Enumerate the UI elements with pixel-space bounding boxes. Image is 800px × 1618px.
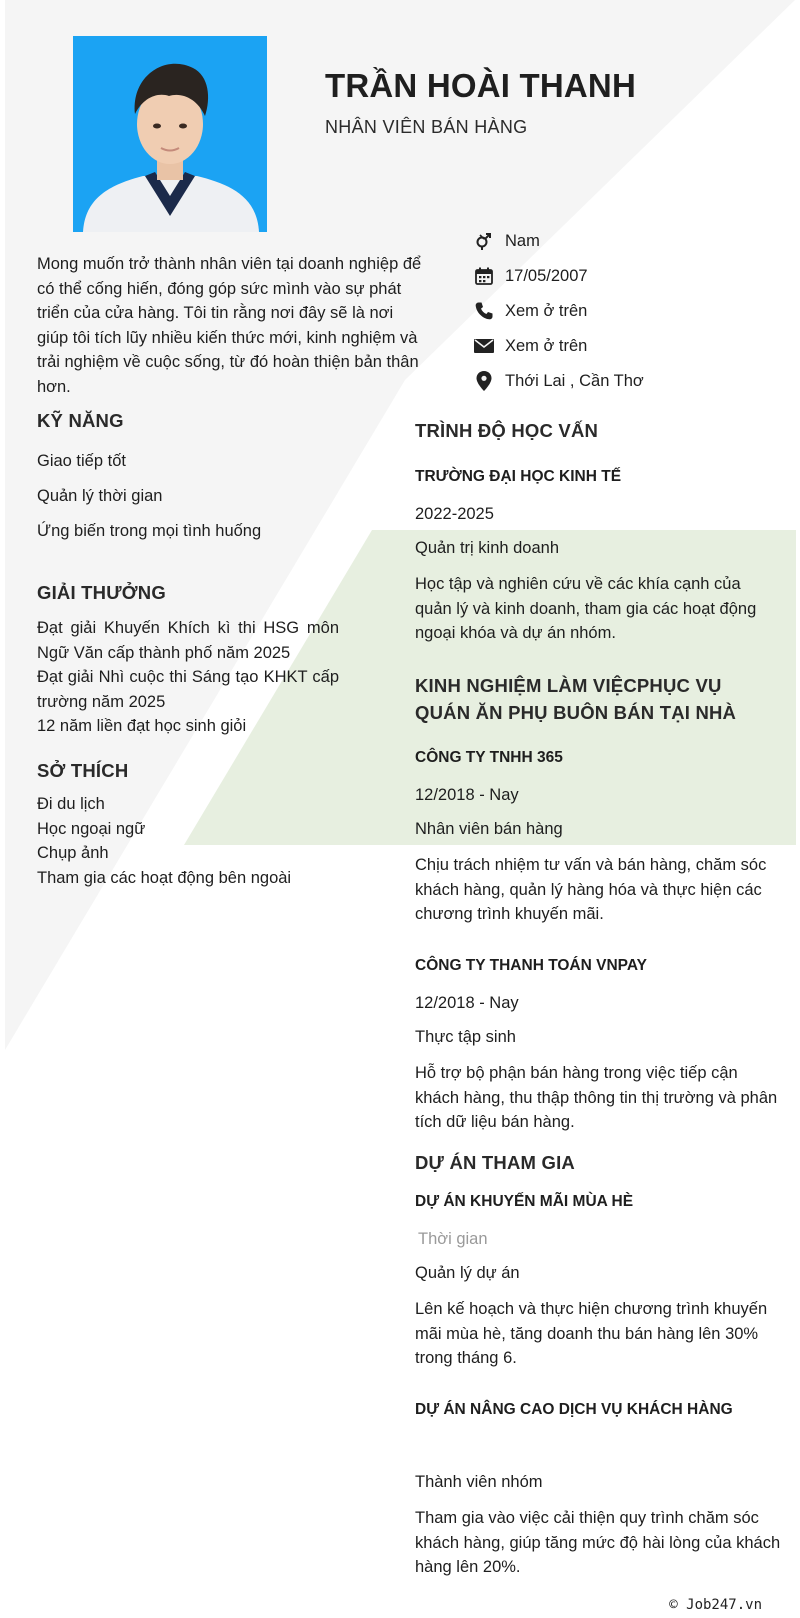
job-period: 12/2018 - Nay <box>415 786 519 804</box>
gender-value: Nam <box>505 231 540 250</box>
skill-item: Quản lý thời gian <box>37 487 163 505</box>
hobby-item: Đi du lịch <box>37 795 105 813</box>
contact-email <box>473 334 587 358</box>
project-role: Quản lý dự án <box>415 1264 520 1282</box>
education-description: Học tập và nghiên cứu về các khía cạnh của quản lý và kinh doanh, tham gia các hoạt động ngoại khóa và dự án nhóm. <box>415 575 757 642</box>
experience-heading: KINH NGHIỆM LÀM VIỆCPHỤC VỤ QUÁN ĂN PHỤ BUÔN BÁN TẠI NHÀ <box>415 675 737 723</box>
contact-phone <box>473 299 587 323</box>
project-description: Tham gia vào việc cải thiện quy trình chăm sóc khách hàng, giúp tăng mức độ hài lòng của khách hàng lên 20%. <box>415 1509 781 1576</box>
job-company: CÔNG TY THANH TOÁN VNPAY <box>415 957 647 974</box>
award-item: Đạt giải Nhì cuộc thi Sáng tạo KHKT cấp trường năm 2025 <box>37 668 339 711</box>
job-company: CÔNG TY TNHH 365 <box>415 749 563 766</box>
project-period: Thời gian <box>418 1230 488 1248</box>
projects-heading: DỰ ÁN THAM GIA <box>415 1152 575 1173</box>
footer-brand: © Job247.vn <box>669 1597 762 1613</box>
calendar-icon <box>473 265 495 287</box>
awards-heading: GIẢI THƯỞNG <box>37 582 166 603</box>
school-name: TRƯỜNG ĐẠI HỌC KINH TẾ <box>415 468 622 485</box>
hobby-item: Tham gia các hoạt động bên ngoài <box>37 869 292 887</box>
contact-birthday <box>473 264 588 288</box>
candidate-name: TRẦN HOÀI THANH <box>325 67 636 104</box>
location-pin-icon <box>473 370 495 392</box>
project-description: Lên kế hoạch và thực hiện chương trình khuyến mãi mùa hè, tăng doanh thu bán hàng lên 30% trong tháng 6. <box>415 1300 768 1367</box>
education-period: 2022-2025 <box>415 505 494 523</box>
project-role: Thành viên nhóm <box>415 1473 543 1491</box>
email-value: Xem ở trên <box>505 336 588 355</box>
project-name: DỰ ÁN NÂNG CAO DỊCH VỤ KHÁCH HÀNG <box>415 1401 733 1418</box>
envelope-icon <box>473 335 495 357</box>
contact-gender <box>473 229 540 253</box>
job-role: Nhân viên bán hàng <box>415 820 563 838</box>
gender-icon <box>473 230 495 252</box>
education-major: Quản trị kinh doanh <box>415 539 560 557</box>
skill-item: Giao tiếp tốt <box>37 452 126 470</box>
job-description: Hỗ trợ bộ phận bán hàng trong việc tiếp cận khách hàng, thu thập thông tin thị trường và phân tích dữ liệu bán hàng. <box>415 1064 778 1131</box>
job-role: Thực tập sinh <box>415 1028 516 1046</box>
job-period: 12/2018 - Nay <box>415 994 519 1012</box>
hobby-item: Học ngoại ngữ <box>37 820 146 838</box>
job-description: Chịu trách nhiệm tư vấn và bán hàng, chăm sóc khách hàng, quản lý hàng hóa và thực hiện các chương trình khuyến mãi. <box>415 856 767 923</box>
skill-item: Ứng biến trong mọi tình huống <box>37 522 262 540</box>
profile-photo <box>73 36 267 232</box>
hobbies-heading: SỞ THÍCH <box>37 760 129 781</box>
award-item: Đạt giải Khuyến Khích kì thi HSG môn Ngữ Văn cấp thành phố năm 2025 <box>37 619 339 662</box>
education-heading: TRÌNH ĐỘ HỌC VẤN <box>415 420 599 441</box>
phone-icon <box>473 300 495 322</box>
address-value: Thới Lai , Cần Thơ <box>505 371 644 390</box>
award-item: 12 năm liền đạt học sinh giỏi <box>37 717 247 735</box>
avatar <box>73 36 267 232</box>
phone-value: Xem ở trên <box>505 301 588 320</box>
birthday-value: 17/05/2007 <box>505 266 588 285</box>
candidate-position: NHÂN VIÊN BÁN HÀNG <box>325 117 528 137</box>
career-objective: Mong muốn trở thành nhân viên tại doanh nghiệp để có thể cống hiến, đóng góp sức mình vào sự phát triển của cửa hàng. Tôi tin rằng nơi đây sẽ là nơi giúp tôi tích lũy nhiều kiến thức mới, kinh nghiệm và trải nghiệm về cuộc sống, từ đó hoàn thiện bản thân hơn. <box>37 255 422 396</box>
project-name: DỰ ÁN KHUYẾN MÃI MÙA HÈ <box>415 1193 634 1210</box>
contact-address <box>473 369 644 393</box>
skills-heading: KỸ NĂNG <box>37 410 124 431</box>
hobby-item: Chụp ảnh <box>37 844 109 862</box>
